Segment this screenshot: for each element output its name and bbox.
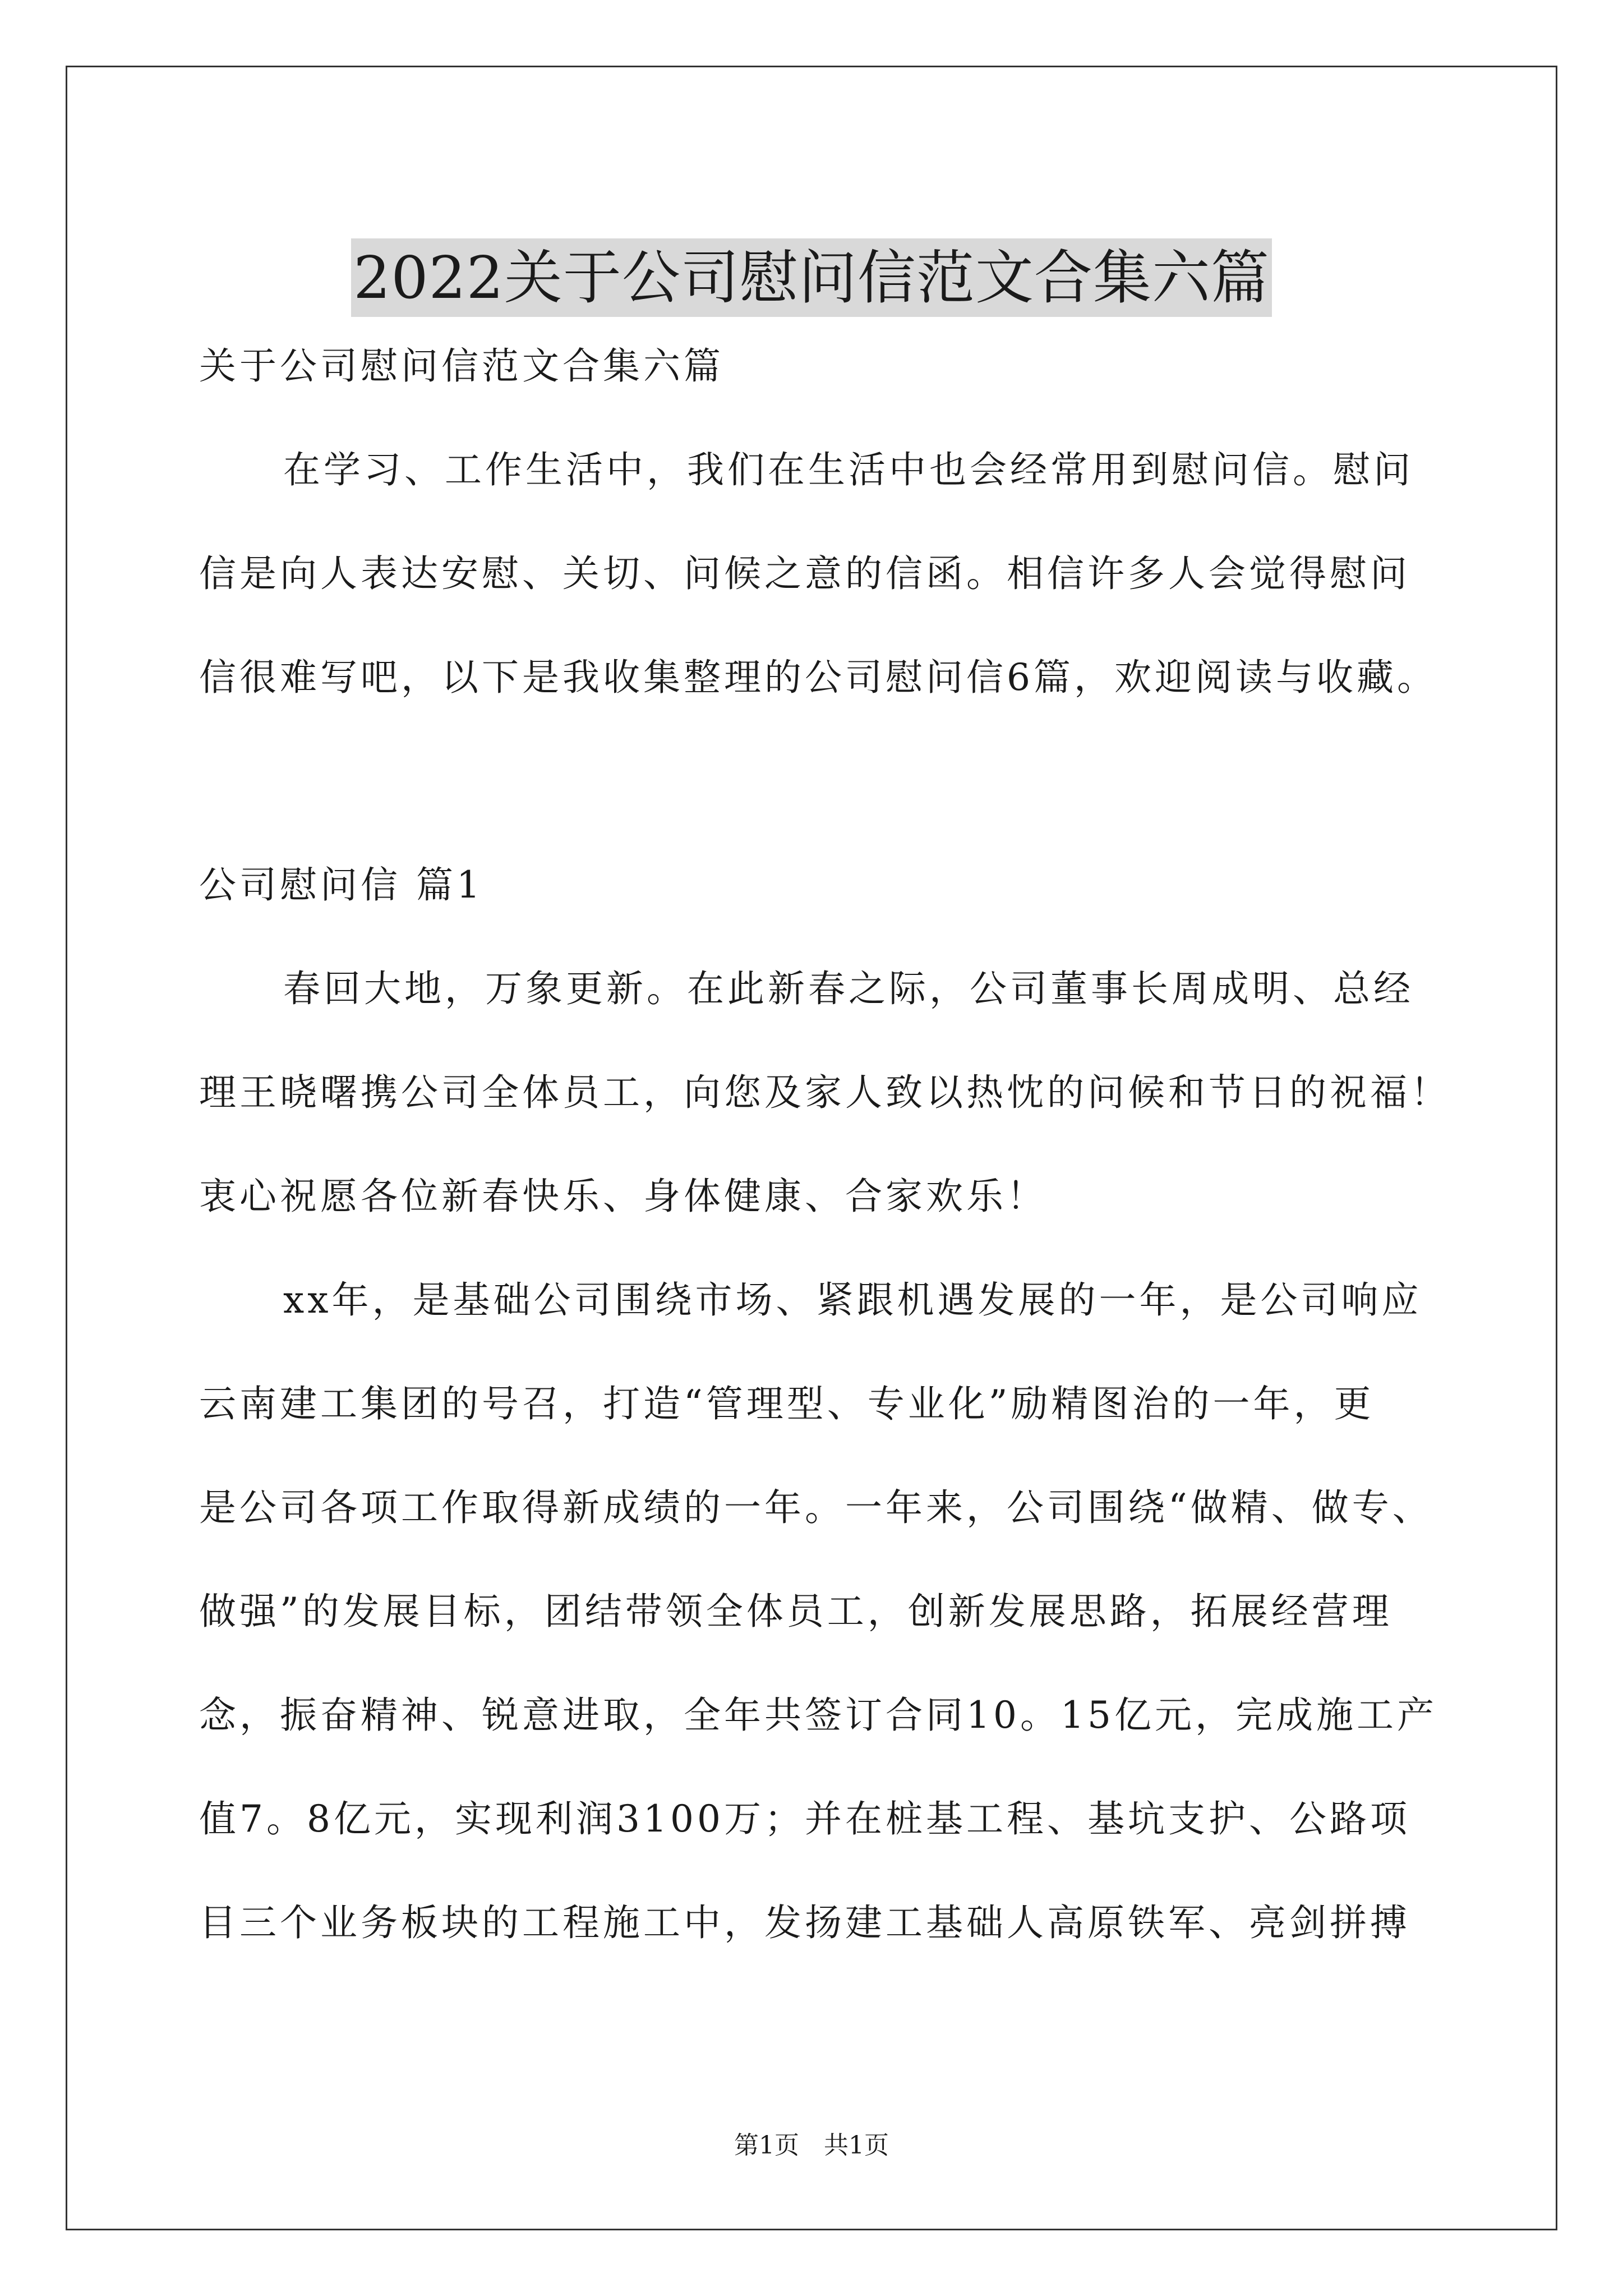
- document-body: [199, 314, 1451, 1975]
- intro-line: 在学习、工作生活中，我们在生活中也会经常用到慰问信。慰问: [283, 448, 1414, 491]
- paragraph2-line: xx年，是基础公司围绕市场、紧跟机遇发展的一年，是公司响应: [283, 1278, 1422, 1322]
- paragraph2-line: 念，振奋精神、锐意进取，全年共签订合同10。15亿元，完成施工产: [199, 1694, 1437, 1737]
- intro-line: 信很难写吧，以下是我收集整理的公司慰问信6篇，欢迎阅读与收藏。: [199, 656, 1437, 699]
- paragraph2-line: 值7。8亿元，实现利润3100万；并在桩基工程、基坑支护、公路项: [199, 1797, 1410, 1841]
- page-footer: [0, 2129, 1623, 2162]
- section-heading: 公司慰问信 篇1: [199, 863, 483, 907]
- paragraph1-line: 理王晓曙携公司全体员工，向您及家人致以热忱的问候和节日的祝福！: [199, 1071, 1451, 1114]
- paragraph2-line: 目三个业务板块的工程施工中，发扬建工基础人高原铁军、亮剑拼搏: [199, 1901, 1410, 1944]
- document-title: 2022关于公司慰问信范文合集六篇: [351, 238, 1272, 317]
- page-number: 第1页 共1页: [734, 2131, 889, 2160]
- paragraph2-line: 是公司各项工作取得新成绩的一年。一年来，公司围绕“做精、做专、: [199, 1486, 1433, 1529]
- paragraph2-line: 云南建工集团的号召，打造“管理型、专业化”励精图治的一年，更: [199, 1382, 1375, 1425]
- paragraph1-line: 衷心祝愿各位新春快乐、身体健康、合家欢乐！: [199, 1175, 1047, 1218]
- intro-line: 信是向人表达安慰、关切、问候之意的信函。相信许多人会觉得慰问: [199, 552, 1410, 595]
- paragraph-gap: [199, 729, 1438, 833]
- document-subtitle: 关于公司慰问信范文合集六篇: [199, 344, 724, 388]
- paragraph1-line: 春回大地，万象更新。在此新春之际，公司董事长周成明、总经: [283, 967, 1414, 1010]
- paragraph2-line: 做强”的发展目标，团结带领全体员工，创新发展思路，拓展经营理: [199, 1590, 1393, 1633]
